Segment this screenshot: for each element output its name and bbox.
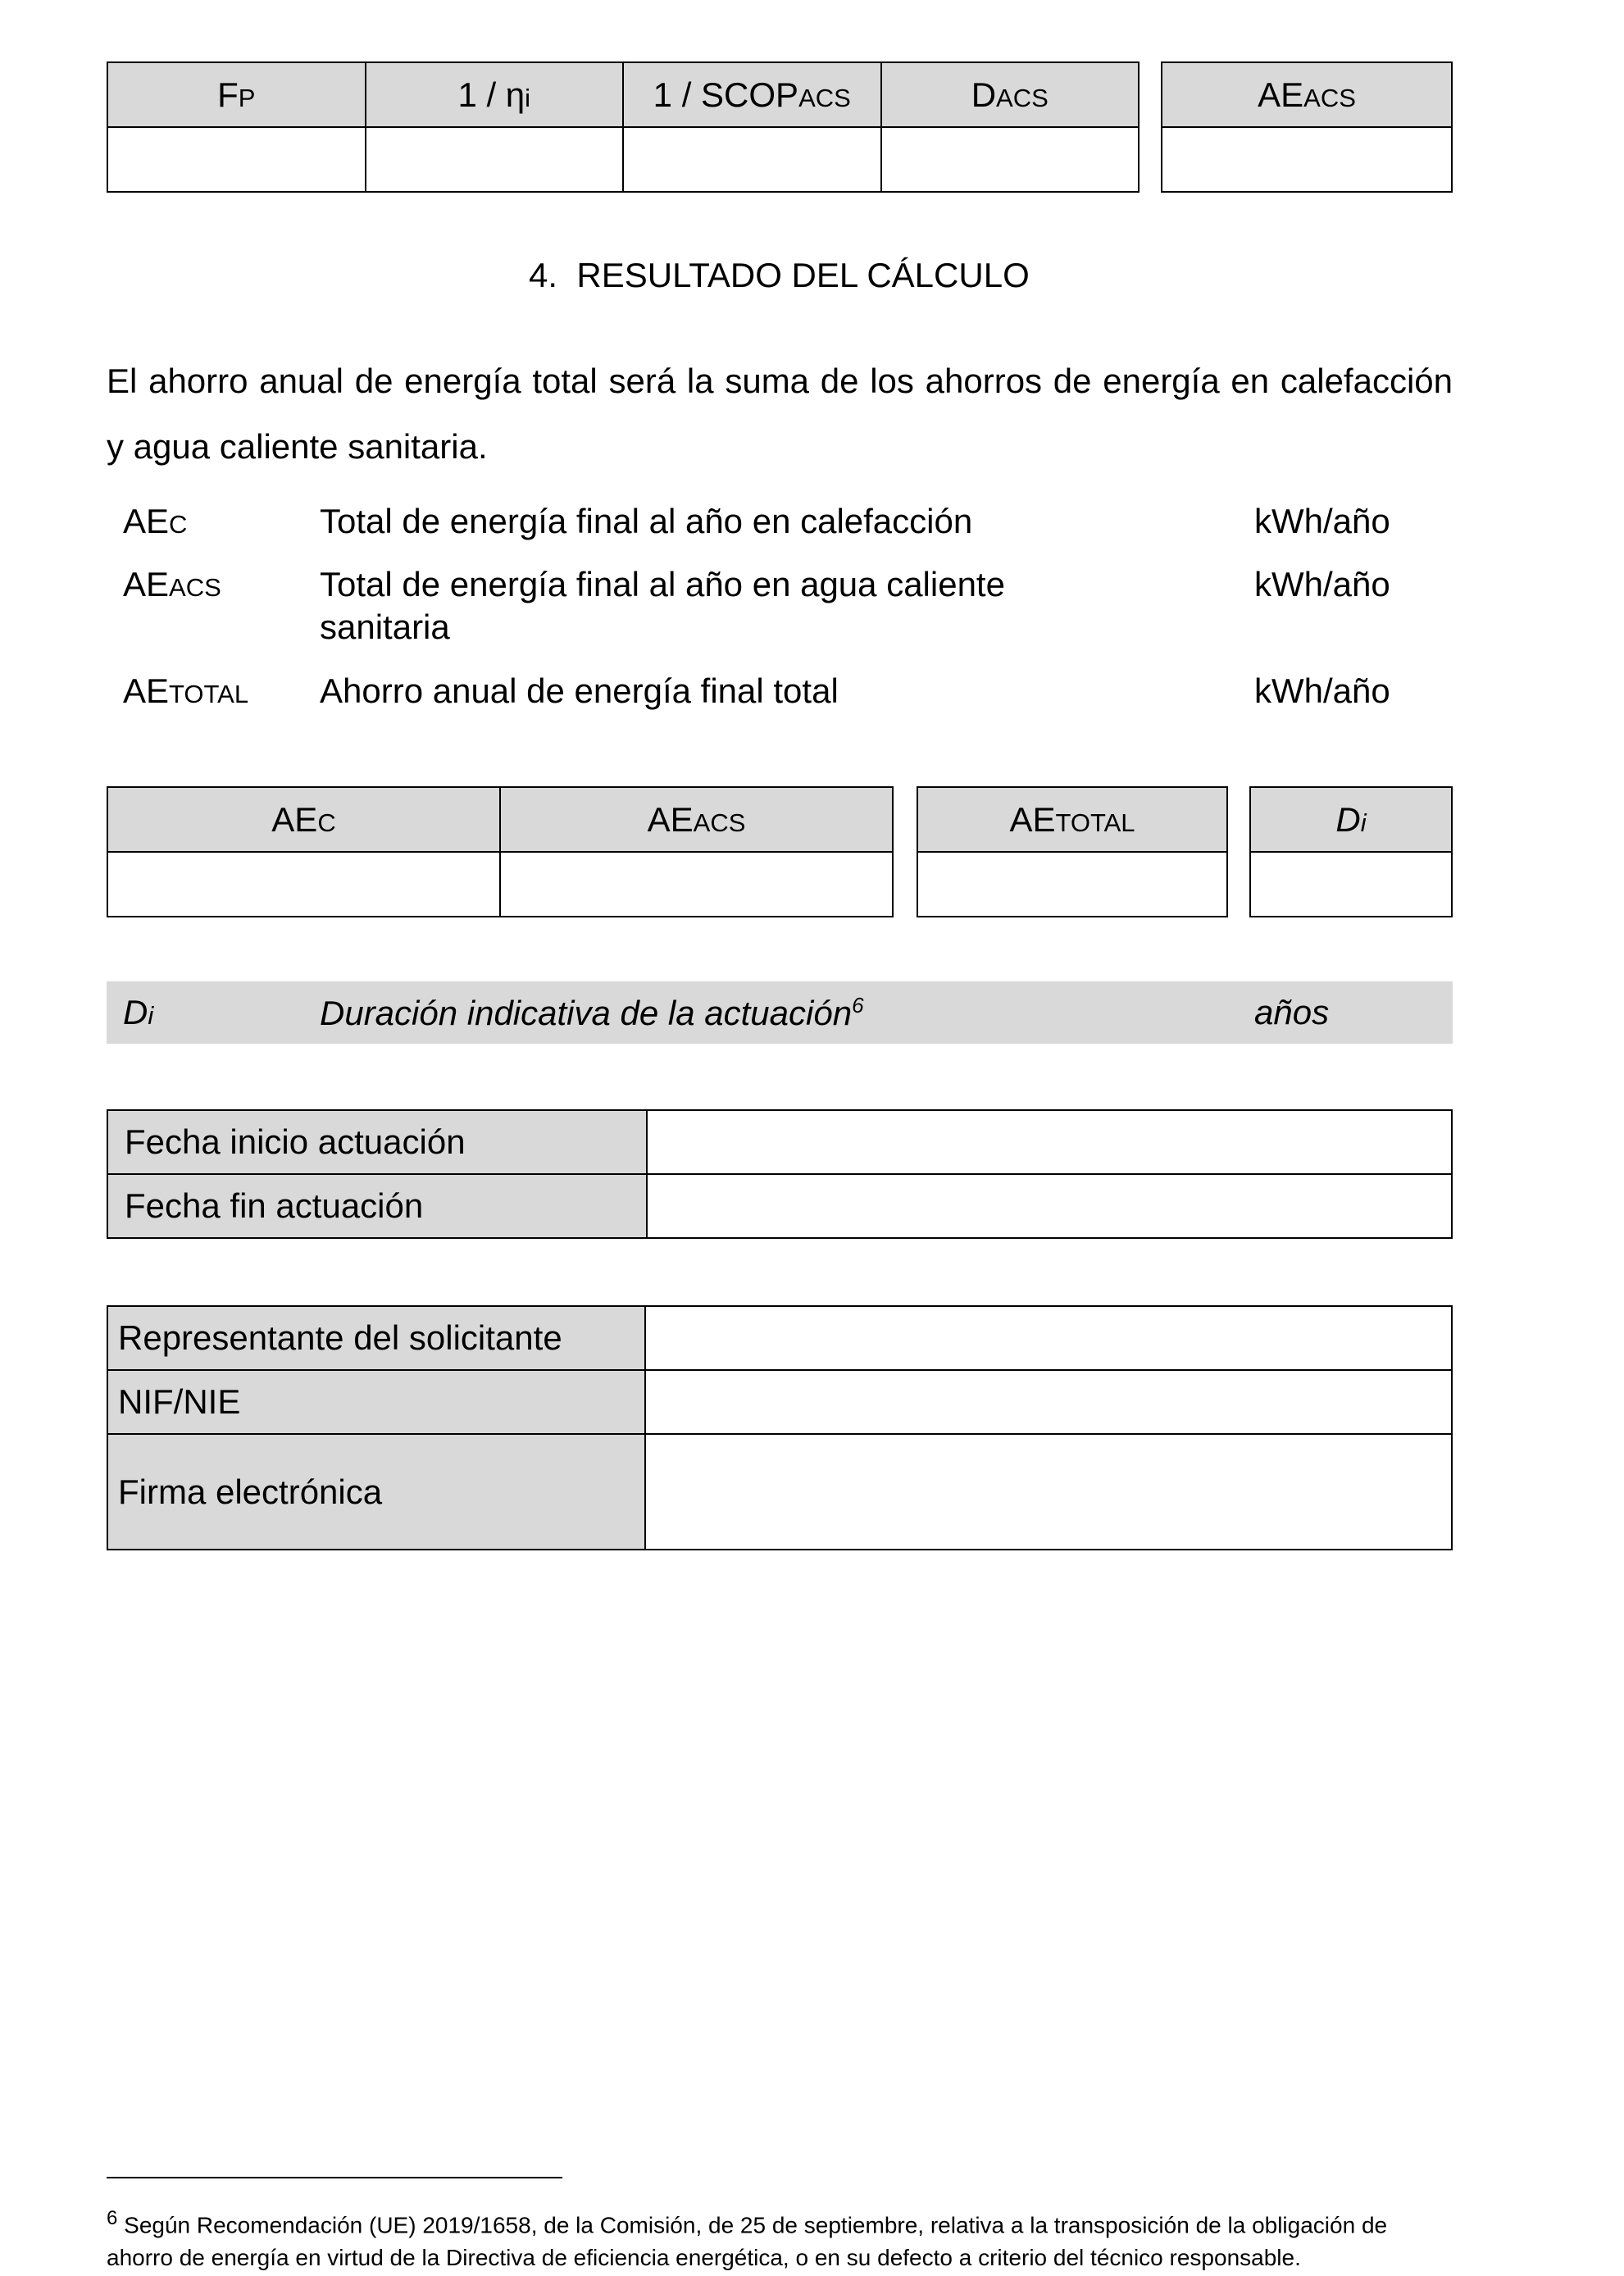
duration-symbol: Di [123, 993, 154, 1031]
section-number: 4. [529, 256, 558, 294]
start-date-label: Fecha inicio actuación [107, 1110, 647, 1174]
section-title-text: RESULTADO DEL CÁLCULO [576, 256, 1030, 294]
footnote [107, 2202, 1451, 2274]
cell-inv-scop-value[interactable] [623, 127, 881, 192]
cell-di-value[interactable] [1250, 852, 1452, 917]
representative-label: Representante del solicitante [107, 1306, 645, 1370]
signature-table [107, 1305, 1453, 1550]
definition-description: Ahorro anual de energía final total [320, 671, 839, 710]
top-parameters-table [107, 61, 1140, 193]
signature-field[interactable] [645, 1434, 1452, 1550]
definition-symbol: AETOTAL [123, 671, 249, 710]
result-table-di [1249, 786, 1453, 917]
cell-dacs-value[interactable] [881, 127, 1140, 192]
duration-band [107, 981, 1453, 1044]
nif-field[interactable] [645, 1370, 1452, 1434]
duration-description: Duración indicativa de la actuación$^6$ [320, 993, 864, 1032]
representative-field[interactable] [645, 1306, 1452, 1370]
definition-description: Total de energía final al año en agua caliente sanitaria [320, 565, 1005, 646]
definition-unit: kWh/año [1254, 565, 1390, 603]
cell-fp-value[interactable] [107, 127, 366, 192]
header-aeacs-result: AEACS [500, 787, 893, 852]
header-aeacs: AEACS [1162, 62, 1452, 127]
start-date-field[interactable] [647, 1110, 1452, 1174]
header-aec: AEC [107, 787, 500, 852]
definition-symbol: AEC [123, 502, 188, 540]
result-table-ae [107, 786, 894, 917]
header-di: Di [1250, 787, 1452, 852]
header-dacs: DACS [881, 62, 1140, 127]
cell-aeacs-result-value[interactable] [500, 852, 893, 917]
table-row [107, 1174, 1452, 1238]
header-fp: FP [107, 62, 366, 127]
footnote-ref[interactable]: 6 [852, 993, 864, 1017]
section-title [529, 256, 1030, 295]
definition-symbol: AEACS [123, 565, 221, 603]
header-inv-eta: 1 / ηi [366, 62, 624, 127]
footnote-rule [107, 2177, 562, 2178]
definition-unit: kWh/año [1254, 502, 1390, 540]
table-row [107, 1306, 1452, 1370]
cell-inv-eta-value[interactable] [366, 127, 624, 192]
definition-unit: kWh/año [1254, 671, 1390, 710]
result-table-aetotal [917, 786, 1228, 917]
aeacs-table [1161, 61, 1453, 193]
header-inv-scop: 1 / SCOPACS [623, 62, 881, 127]
duration-unit: años [1254, 993, 1330, 1031]
definition-description: Total de energía final al año en calefacción [320, 502, 973, 540]
cell-aeacs-value[interactable] [1162, 127, 1452, 192]
cell-aetotal-value[interactable] [917, 852, 1227, 917]
cell-aec-value[interactable] [107, 852, 500, 917]
end-date-field[interactable] [647, 1174, 1452, 1238]
intro-paragraph: El ahorro anual de energía total será la suma de los ahorros de energía en calefacción y agua caliente sanitaria. [107, 362, 1453, 466]
table-row [107, 1110, 1452, 1174]
table-row [107, 1370, 1452, 1434]
nif-label: NIF/NIE [107, 1370, 645, 1434]
footnote-number: 6 [107, 2207, 118, 2229]
dates-table [107, 1109, 1453, 1239]
end-date-label: Fecha fin actuación [107, 1174, 647, 1238]
header-aetotal: AETOTAL [917, 787, 1227, 852]
table-row [107, 1434, 1452, 1550]
footnote-text: Según Recomendación (UE) 2019/1658, de la Comisión, de 25 de septiembre, relativa a la transposición de la obligación de ahorro de energía en virtud de la Directiva de eficiencia energética, o en su defecto a criterio del técnico responsable. [107, 2212, 1388, 2271]
signature-label: Firma electrónica [107, 1434, 645, 1550]
